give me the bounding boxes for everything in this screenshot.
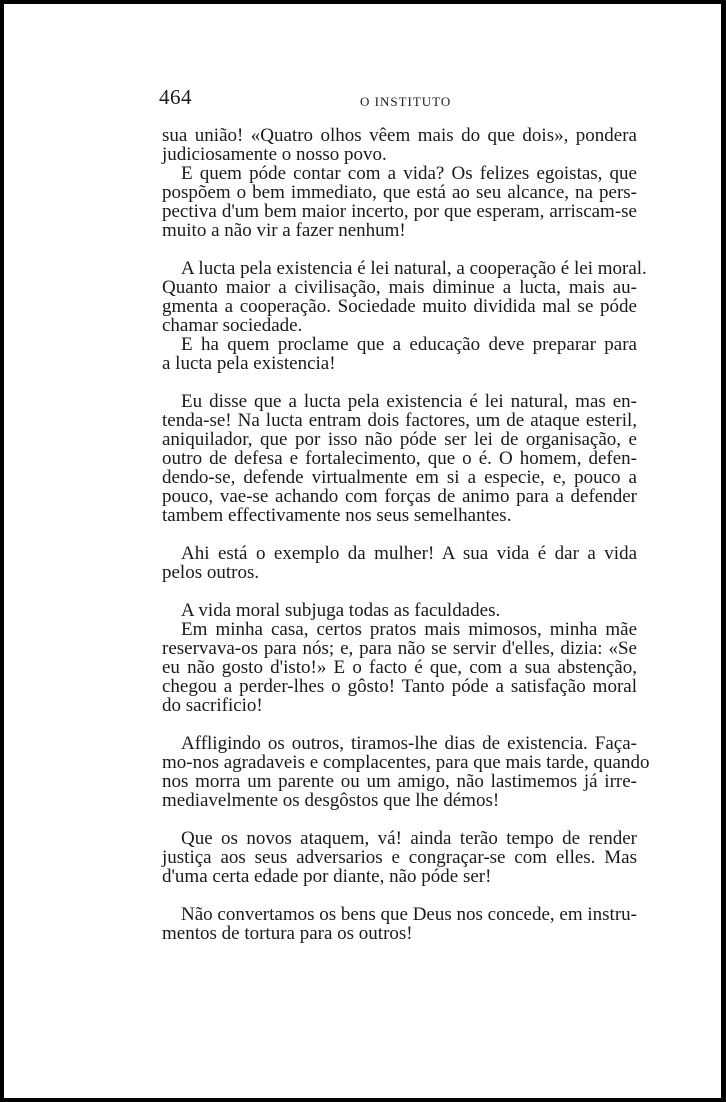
text-line: pospõem o bem immediato, que está ao seu alcance, na pers- bbox=[162, 182, 637, 203]
text-line: Que os novos ataquem, vá! ainda terão tempo de render bbox=[181, 828, 637, 849]
text-line: A lucta pela existencia é lei natural, a cooperação é lei moral. bbox=[181, 258, 647, 279]
text-line: pouco, vae-se achando com forças de animo para a defender bbox=[162, 486, 637, 507]
text-line: do sacrificio! bbox=[162, 695, 263, 716]
text-line: dendo-se, defende virtualmente em si a especie, e, pouco a bbox=[162, 467, 637, 488]
text-line: mediavelmente os desgôstos que lhe démos! bbox=[162, 790, 500, 811]
running-title: O INSTITUTO bbox=[360, 94, 452, 109]
scan-border-top bbox=[0, 0, 726, 4]
text-line: eu não gosto d'isto!» E o facto é que, com a sua abstenção, bbox=[162, 657, 637, 678]
text-line: Affligindo os outros, tiramos-lhe dias de existencia. Faça- bbox=[181, 733, 637, 754]
scan-border-right bbox=[721, 0, 726, 1102]
paragraph bbox=[162, 620, 637, 715]
text-line: outro de defesa e fortalecimento, que o é. O homem, defen- bbox=[162, 448, 637, 469]
text-line: muito a não vir a fazer nenhum! bbox=[162, 220, 406, 241]
text-line: sua união! «Quatro olhos vêem mais do que dois», pondera bbox=[162, 125, 637, 146]
text-line: tambem effectivamente nos seus semelhantes. bbox=[162, 505, 512, 526]
text-line: gmenta a cooperação. Sociedade muito dividida mal se póde bbox=[162, 296, 637, 317]
scan-border-left bbox=[0, 0, 4, 1102]
text-line: aniquilador, que por isso não póde ser lei de organisação, e bbox=[162, 429, 637, 450]
text-line: chamar sociedade. bbox=[162, 315, 303, 336]
paragraph bbox=[162, 164, 637, 240]
text-line: justiça aos seus adversarios e congraçar-se com elles. Mas bbox=[162, 847, 637, 868]
paragraph bbox=[162, 733, 650, 811]
text-line: judiciosamente o nosso povo. bbox=[162, 144, 387, 165]
scan-border-bottom bbox=[0, 1098, 726, 1102]
text-line: pectiva d'um bem maior incerto, por que esperam, arriscam-se bbox=[162, 201, 637, 222]
paragraph bbox=[162, 601, 637, 620]
paragraph bbox=[162, 258, 647, 336]
text-line: Quanto maior a civilisação, mais diminue a lucta, mais au- bbox=[162, 277, 637, 298]
text-line: a lucta pela existencia! bbox=[162, 353, 336, 374]
text-page bbox=[159, 85, 650, 944]
page-number: 464 bbox=[159, 85, 192, 109]
text-line: E quem póde contar com a vida? Os felizes egoistas, que bbox=[181, 163, 637, 184]
text-line: reservava-os para nós; e, para não se servir d'elles, dizia: «Se bbox=[162, 638, 637, 659]
text-line: Eu disse que a lucta pela existencia é lei natural, mas en- bbox=[181, 391, 637, 412]
text-line: Ahi está o exemplo da mulher! A sua vida é dar a vida bbox=[181, 543, 637, 564]
text-line: mentos de tortura para os outros! bbox=[162, 923, 413, 944]
text-line: chegou a perder-lhes o gôsto! Tanto póde a satisfação moral bbox=[162, 676, 637, 697]
running-head bbox=[159, 85, 637, 110]
paragraph bbox=[162, 335, 637, 373]
text-line: d'uma certa edade por diante, não póde ser! bbox=[162, 866, 492, 887]
text-line: E ha quem proclame que a educação deve preparar para bbox=[181, 334, 637, 355]
paragraph bbox=[162, 905, 637, 943]
text-line: A vida moral subjuga todas as faculdades. bbox=[181, 600, 501, 621]
text-line: nos morra um parente ou um amigo, não lastimemos já irre- bbox=[162, 771, 637, 792]
text-line: tenda-se! Na lucta entram dois factores, um de ataque esteril, bbox=[162, 410, 637, 431]
paragraph bbox=[162, 126, 637, 164]
text-line: mo-nos agradaveis e complacentes, para que mais tarde, quando bbox=[162, 752, 650, 773]
text-line: pelos outros. bbox=[162, 562, 260, 583]
text-line: Em minha casa, certos pratos mais mimosos, minha mãe bbox=[181, 619, 637, 640]
paragraph bbox=[162, 392, 637, 525]
paragraph bbox=[162, 544, 637, 582]
text-line: Não convertamos os bens que Deus nos concede, em instru- bbox=[181, 904, 637, 925]
paragraph bbox=[162, 829, 637, 886]
